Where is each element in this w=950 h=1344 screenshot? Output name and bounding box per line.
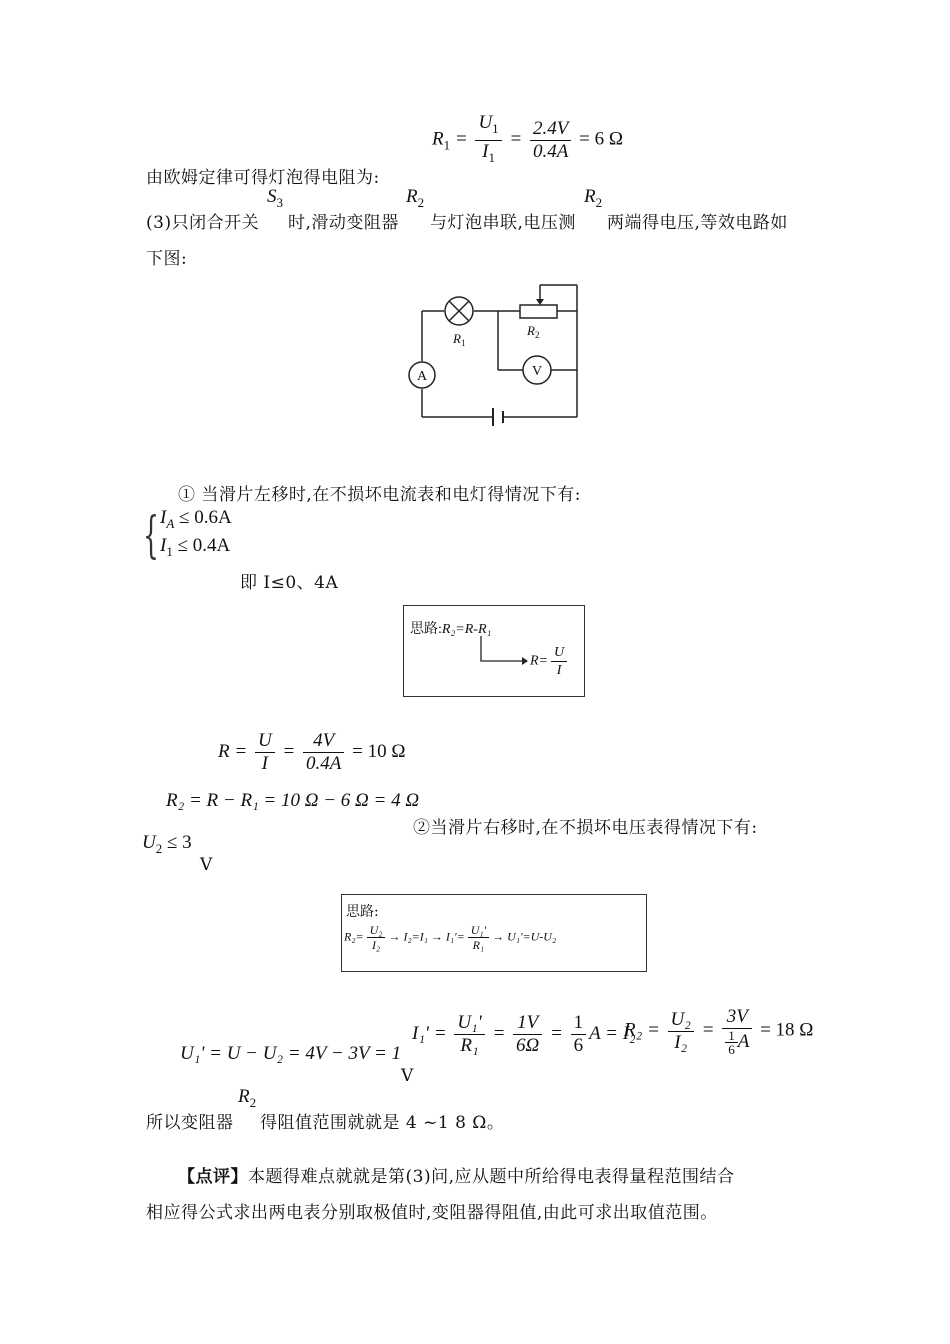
svg-text:V: V bbox=[531, 364, 543, 379]
inequality-i1: $I_1 \le 0.4A$ bbox=[160, 535, 231, 559]
equation-r2-final: R₂ = $\frac{\text{U₂}}{\text{I₂}}$ = 3V $\frac{1}{6}$ A = 18 Ω bbox=[624, 1006, 814, 1057]
symbol-r2-a: $R_2$ bbox=[406, 186, 425, 210]
symbol-s3: $S_3$ bbox=[267, 186, 283, 210]
case2-text: ②当滑片右移时,在不损坏电压表得情况下有: bbox=[413, 818, 758, 838]
paragraph-3-part-c: 与灯泡串联,电压测 bbox=[430, 213, 576, 233]
circuit-diagram bbox=[400, 278, 590, 428]
equation-r2: R₂ = R − R₁ = 10 Ω − 6 Ω = 4 Ω bbox=[166, 790, 420, 811]
unit-v-1: V bbox=[200, 855, 213, 875]
hint-box-1: 思路:R₂=R-R₁ R= $\frac{U}{I}$ bbox=[403, 605, 585, 697]
symbol-r2-b: $R_2$ bbox=[584, 186, 603, 210]
paragraph-3-part-a: (3)只闭合开关 bbox=[146, 213, 260, 233]
hint-box-1-r: R= bbox=[530, 653, 548, 669]
equation-r: R = $\frac{U}{I}$ = $\frac{4V}{0.4A}$ = 10 Ω bbox=[218, 730, 406, 774]
comment-line-1: 【点评】本题得难点就就是第(3)问,应从题中所给得电表得量程范围结合 bbox=[178, 1167, 735, 1187]
unit-v-2: V bbox=[401, 1066, 414, 1086]
paragraph-3-part-e: 下图: bbox=[146, 249, 188, 269]
svg-text:R1: $R_1$ bbox=[453, 331, 466, 348]
arrow-icon bbox=[478, 636, 528, 666]
ohm-law-text: 由欧姆定律可得灯泡得电阻为: bbox=[146, 168, 380, 188]
final-text-b: 得阻值范围就就是 4 ~1 8 Ω。 bbox=[260, 1113, 505, 1133]
hint-box-2-chain: R₂= $\frac{\text{U₂}}{\text{I₂}}$ → I₂=I₁ → I₁'= $\frac{\text{U₁'}}{\text{R₁}}$ → U₁'=U-U₂ bbox=[344, 923, 557, 952]
equation-r1: $R_1$ = $\frac{U_1}{I_1}$ = $\frac{2.4V}{0.4A}$ = 6 Ω bbox=[432, 112, 623, 165]
comment-tag: 【点评】 bbox=[178, 1167, 248, 1187]
r2-resistor bbox=[520, 305, 557, 318]
symbol-r2-c: $R_2$ bbox=[238, 1086, 257, 1110]
paragraph-3-part-b: 时,滑动变阻器 bbox=[288, 213, 399, 233]
hint-box-2-title: 思路: bbox=[346, 904, 379, 920]
inequality-ia: $I_A \le 0.6A$ bbox=[160, 507, 232, 531]
paragraph-3-part-d: 两端得电压,等效电路如 bbox=[607, 213, 788, 233]
case1-text: ① 当滑片左移时,在不损坏电流表和电灯得情况下有: bbox=[178, 485, 582, 505]
equation-u1: U₁' = U − U₂ = 4V − 3V = 1 bbox=[180, 1043, 402, 1064]
hint-box-2 bbox=[341, 894, 647, 972]
system-brace: { bbox=[143, 506, 159, 564]
hint-box-1-line1: R₂=R-R₁ bbox=[441, 622, 492, 637]
hint-box-1-title: 思路: bbox=[410, 622, 442, 637]
current-result: 即 I≤0、4A bbox=[240, 573, 339, 593]
svg-text:A: A bbox=[416, 369, 428, 384]
inequality-u2: $U_2 \le 3$ bbox=[142, 832, 192, 856]
comment-line-2: 相应得公式求出两电表分别取极值时,变阻器得阻值,由此可求出取值范围。 bbox=[146, 1203, 718, 1223]
equation-i1: I₁' = $\frac{\text{U₁'}}{\text{R₁}}$ = $\frac{1V}{6\Omega}$ = $\frac{1}{6}$ A = I₂ bbox=[412, 1012, 636, 1056]
svg-text:R2: $R_2$ bbox=[527, 323, 540, 340]
final-text-a: 所以变阻器 bbox=[146, 1113, 234, 1133]
